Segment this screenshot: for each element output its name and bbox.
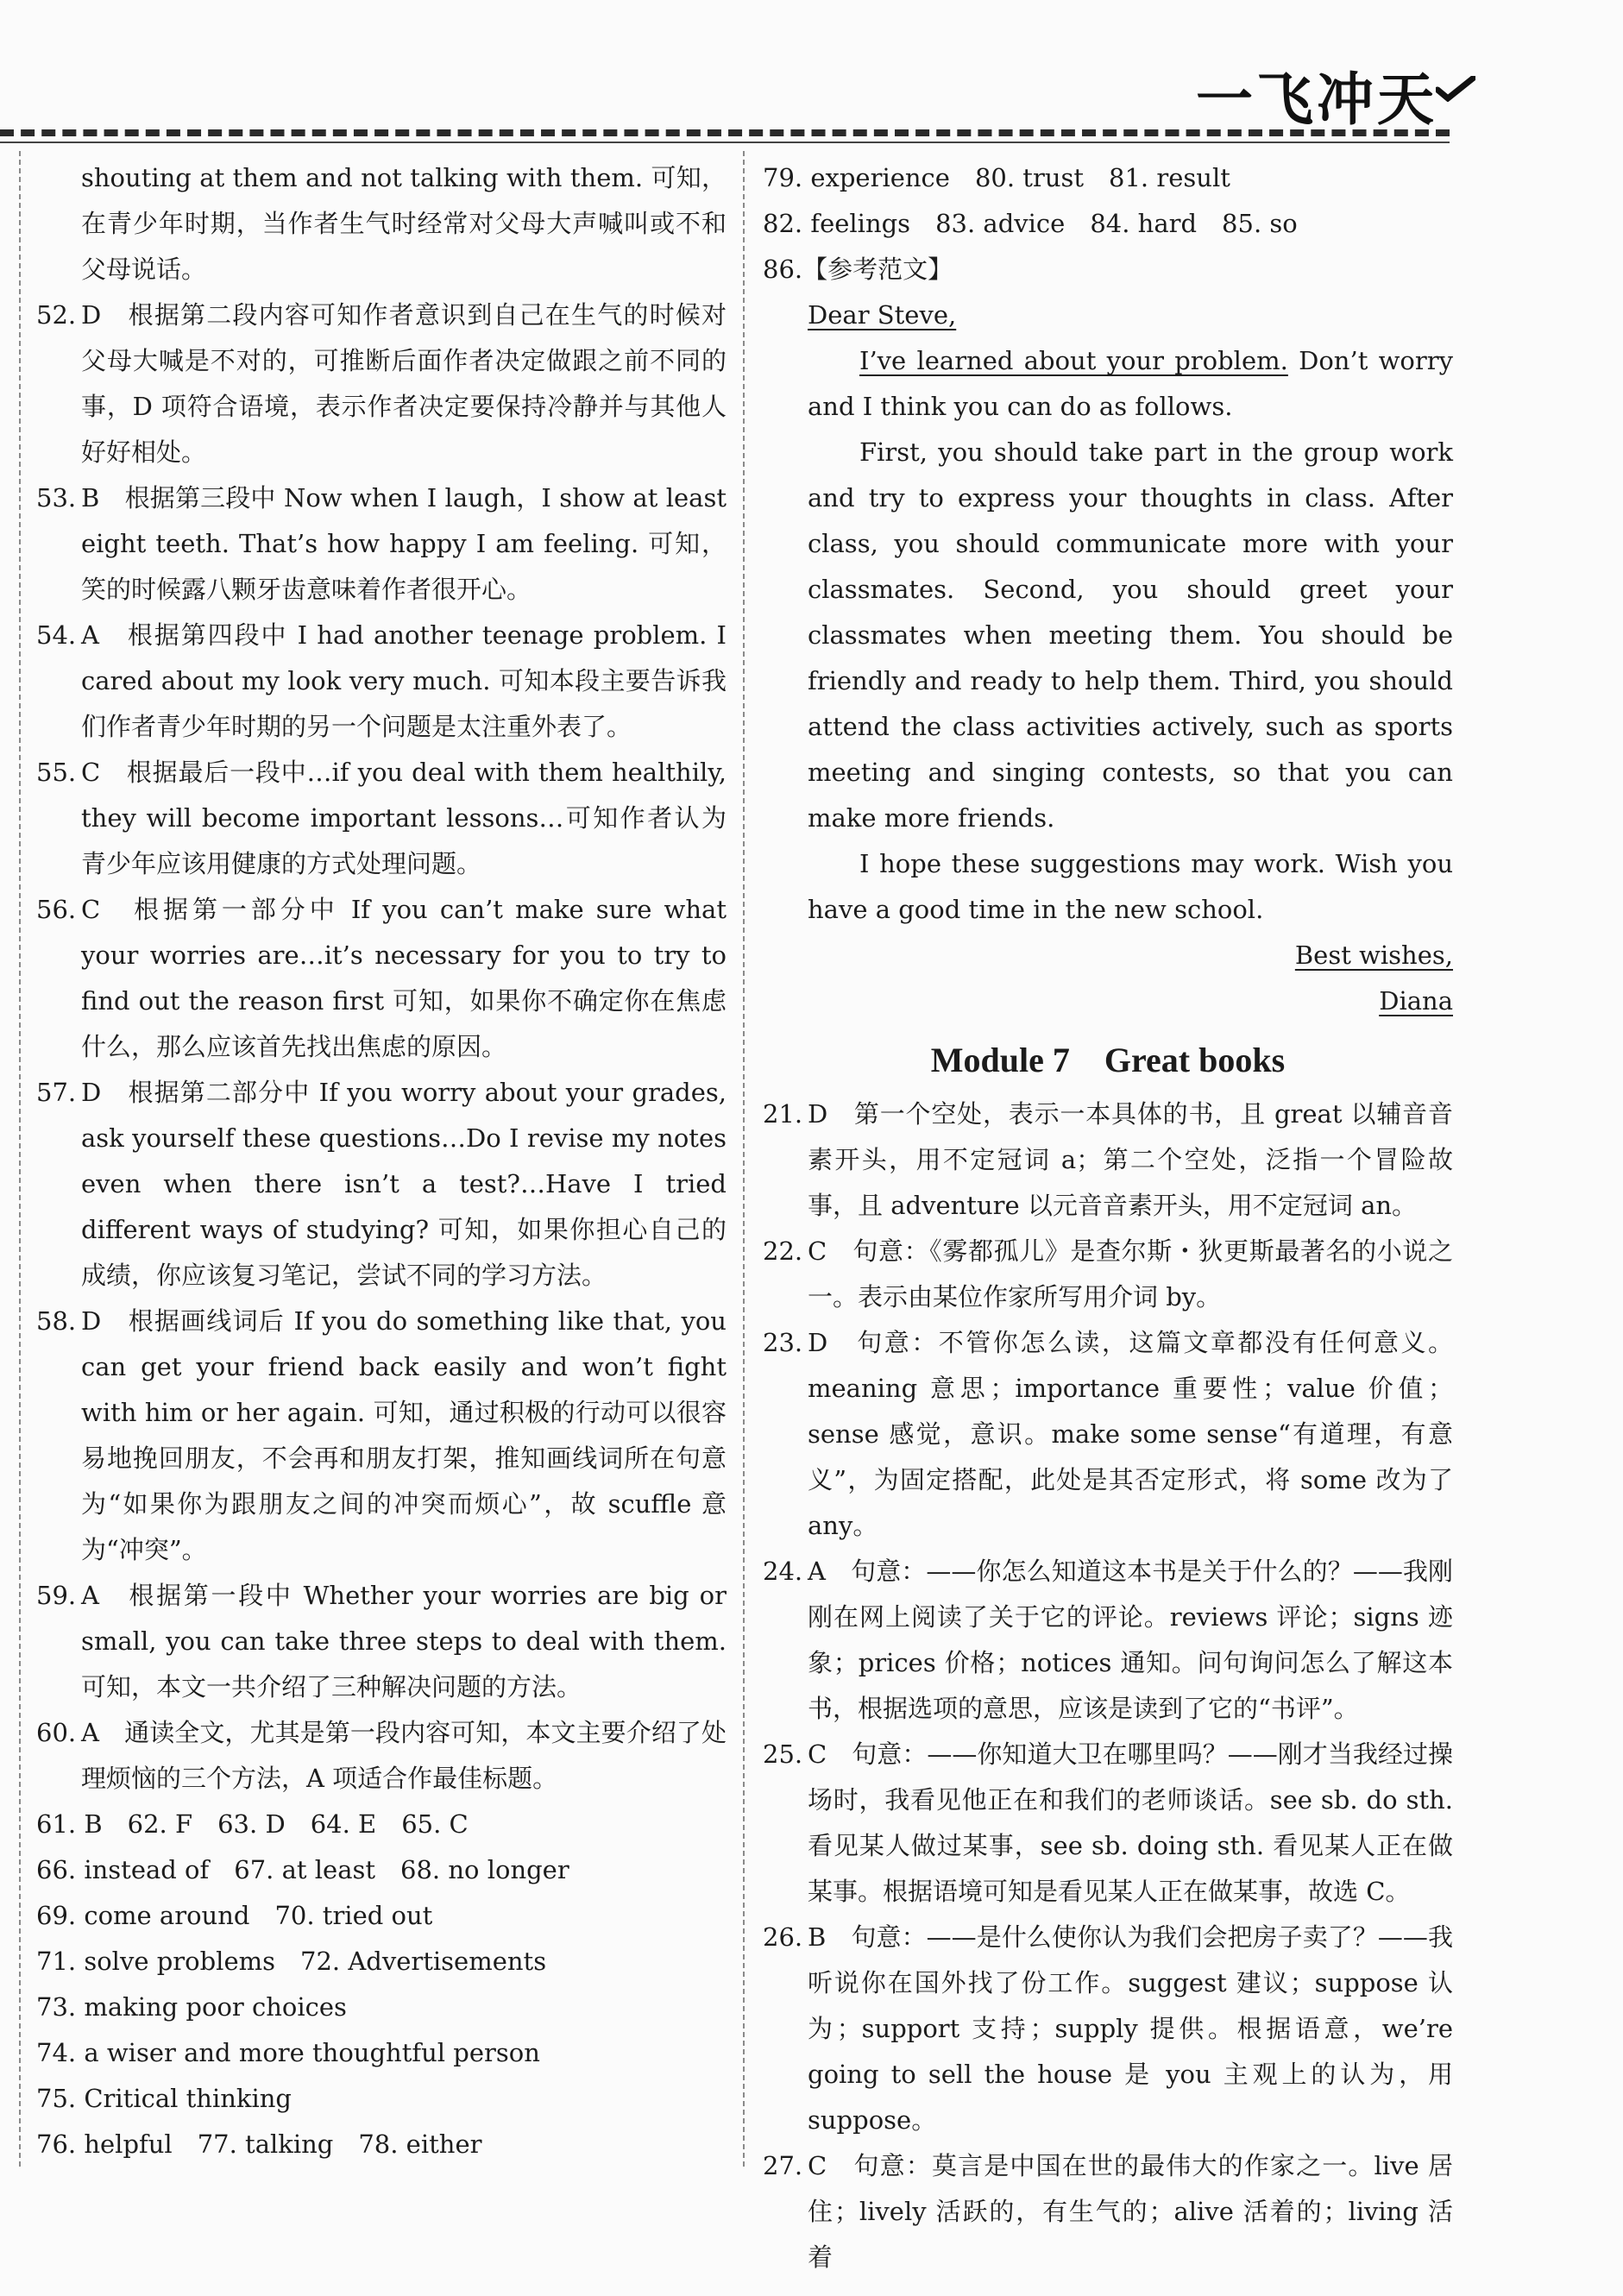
answer-number: 57. <box>36 1078 77 1107</box>
answer-item: 60. A 通读全文，尤其是第一段内容可知，本文主要介绍了处理烦恼的三个方法，A 项适合作最佳标题。 <box>36 1710 727 1802</box>
short-answer-line: 69. come around 70. tried out <box>36 1901 433 1930</box>
essay-paragraph: I hope these suggestions may work. Wish you have a good time in the new school. <box>808 849 1453 924</box>
short-answer-line: 61. B 62. F 63. D 64. E 65. C <box>36 1809 469 1839</box>
answer-item: 22. C 句意：《雾都孤儿》是查尔斯・狄更斯最著名的小说之一。表示由某位作家所写用介词 by。 <box>763 1229 1453 1320</box>
checkmark-swoosh-icon <box>1436 76 1475 102</box>
answer-number: 22. <box>763 1236 803 1266</box>
brand-logo <box>1196 53 1437 135</box>
header-solid-rule <box>0 142 1450 143</box>
header-dashed-rule <box>0 129 1450 136</box>
answer-item: 57. D 根据第二部分中 If you worry about your grades, ask yourself these questions…Do I revise my notes even when there isn’t a test?…Have I tried different ways of studying? 可知，如果你担心自己的成绩，你应该复习笔记，尝试不同的学习方法。 <box>36 1070 727 1299</box>
answer-item: 55. C 根据最后一段中…if you deal with them healthily, they will become important lessons…可知作者认为青少年应该用健康的方式处理问题。 <box>36 750 727 887</box>
answer-item: 27. C 句意：莫言是中国在世的最伟大的作家之一。live 居住；lively 活跃的，有生气的；alive 活着的；living 活着 <box>763 2143 1453 2280</box>
answer-item: 26. B 句意：——是什么使你认为我们会把房子卖了？——我听说你在国外找了份工作。suggest 建议；suppose 认为；support 支持；supply 提供。根据语意，we’re going to sell the house 是 you 主观上的认为，用 suppose。 <box>763 1915 1453 2143</box>
answer-item: 58. D 根据画线词后 If you do something like that, you can get your friend back easily and won’t fight with him or her again. 可知，通过积极的行动可以很容易地挽回朋友，不会再和朋友打架，推知画线词所在句意为“如果你为跟朋友之间的冲突而烦心”，故 scuffle 意为“冲突”。 <box>36 1299 727 1573</box>
answer-number: 56. <box>36 895 77 924</box>
short-answer-line: 71. solve problems 72. Advertisements <box>36 1947 547 1976</box>
answer-item: 53. B 根据第三段中 Now when I laugh，I show at least eight teeth. That’s how happy I am feeling. 可知，笑的时候露八颗牙齿意味着作者很开心。 <box>36 475 727 613</box>
left-margin-rule <box>19 151 21 2167</box>
essay-underlined-sentence: I’ve learned about your problem. <box>859 346 1288 375</box>
essay-signature: Diana <box>1379 986 1453 1016</box>
answer-item: 24. A 句意：——你怎么知道这本书是关于什么的？——我刚刚在网上阅读了关于它的评论。reviews 评论；signs 迹象；prices 价格；notices 通知。问句询问怎么了解这本书，根据选项的意思，应该是读到了它的“书评”。 <box>763 1549 1453 1732</box>
answer-item: 56. C 根据第一部分中 If you can’t make sure what your worries are…it’s necessary for you to try to find out the reason first 可知，如果你不确定你在焦虑什么，那么应该首先找出焦虑的原因。 <box>36 887 727 1070</box>
module-heading: Module 7 Great books <box>930 1041 1286 1079</box>
left-column <box>36 155 727 2167</box>
answer-number: 27. <box>763 2151 803 2180</box>
short-answer-line: 82. feelings 83. advice 84. hard 85. so <box>763 209 1298 238</box>
right-column <box>763 155 1453 2280</box>
answer-number: 23. <box>763 1328 803 1357</box>
essay-label: 86.【参考范文】 <box>763 255 953 284</box>
short-answer-line: 73. making poor choices <box>36 1992 347 2022</box>
answer-number: 25. <box>763 1739 803 1769</box>
answer-item: 21. D 第一个空处，表示一本具体的书，且 great 以辅音音素开头，用不定冠词 a；第二个空处，泛指一个冒险故事，且 adventure 以元音音素开头，用不定冠词 an。 <box>763 1091 1453 1229</box>
answer-number: 60. <box>36 1718 77 1747</box>
answer-number: 54. <box>36 620 77 650</box>
answer-item: 54. A 根据第四段中 I had another teenage problem. I cared about my look very much. 可知本段主要告诉我们作者青少年时期的另一个问题是太注重外表了。 <box>36 613 727 750</box>
answer-number: 52. <box>36 300 77 330</box>
essay-paragraph: I’ve learned about your problem. Don’t worry and I think you can do as follows. <box>808 346 1453 421</box>
short-answer-line: 74. a wiser and more thoughtful person <box>36 2038 540 2067</box>
short-answer-line: 79. experience 80. trust 81. result <box>763 163 1230 192</box>
column-divider <box>743 151 745 2167</box>
short-answer-line: 75. Critical thinking <box>36 2084 292 2113</box>
answer-number: 21. <box>763 1099 803 1129</box>
short-answer-line: 76. helpful 77. talking 78. either <box>36 2129 482 2159</box>
answer-number: 26. <box>763 1922 803 1952</box>
answer-item: 52. D 根据第二段内容可知作者意识到自己在生气的时候对父母大喊是不对的，可推断后面作者决定做跟之前不同的事，D 项符合语境，表示作者决定要保持冷静并与其他人好好相处。 <box>36 293 727 475</box>
sample-essay <box>763 293 1453 1024</box>
essay-paragraph: First, you should take part in the group work and try to express your thoughts in class. After class, you should communicate more with your classmates. Second, you should greet your classmates when meeting them. You should be friendly and ready to help them. Third, you should attend the class activities actively, such as sports meeting and singing contests, so that you can make more friends. <box>808 437 1453 833</box>
answer-number: 58. <box>36 1306 77 1336</box>
answer-number: 24. <box>763 1557 803 1586</box>
brand-text: 一飞冲天 <box>1196 66 1437 133</box>
short-answer-line: 66. instead of 67. at least 68. no longer <box>36 1855 569 1884</box>
answer-item: shouting at them and not talking with them. 可知，在青少年时期，当作者生气时经常对父母大声喊叫或不和父母说话。 <box>81 163 727 284</box>
answer-number: 59. <box>36 1581 77 1610</box>
answer-item: 59. A 根据第一段中 Whether your worries are big or small, you can take three steps to deal with them. 可知，本文一共介绍了三种解决问题的方法。 <box>36 1573 727 1710</box>
essay-salutation: Dear Steve, <box>808 300 957 330</box>
answer-number: 55. <box>36 758 77 787</box>
answer-number: 53. <box>36 483 77 513</box>
essay-closing: Best wishes, <box>1294 940 1453 970</box>
answer-item: 23. D 句意：不管你怎么读，这篇文章都没有任何意义。meaning 意思；importance 重要性；value 价值；sense 感觉，意识。make some sense“有道理，有意义”，为固定搭配，此处是其否定形式，将 some 改为了 any。 <box>763 1320 1453 1549</box>
answer-item: 25. C 句意：——你知道大卫在哪里吗？——刚才当我经过操场时，我看见他正在和我们的老师谈话。see sb. do sth. 看见某人做过某事，see sb. doing sth. 看见某人正在做某事。根据语境可知是看见某人正在做某事，故选 C。 <box>763 1732 1453 1915</box>
